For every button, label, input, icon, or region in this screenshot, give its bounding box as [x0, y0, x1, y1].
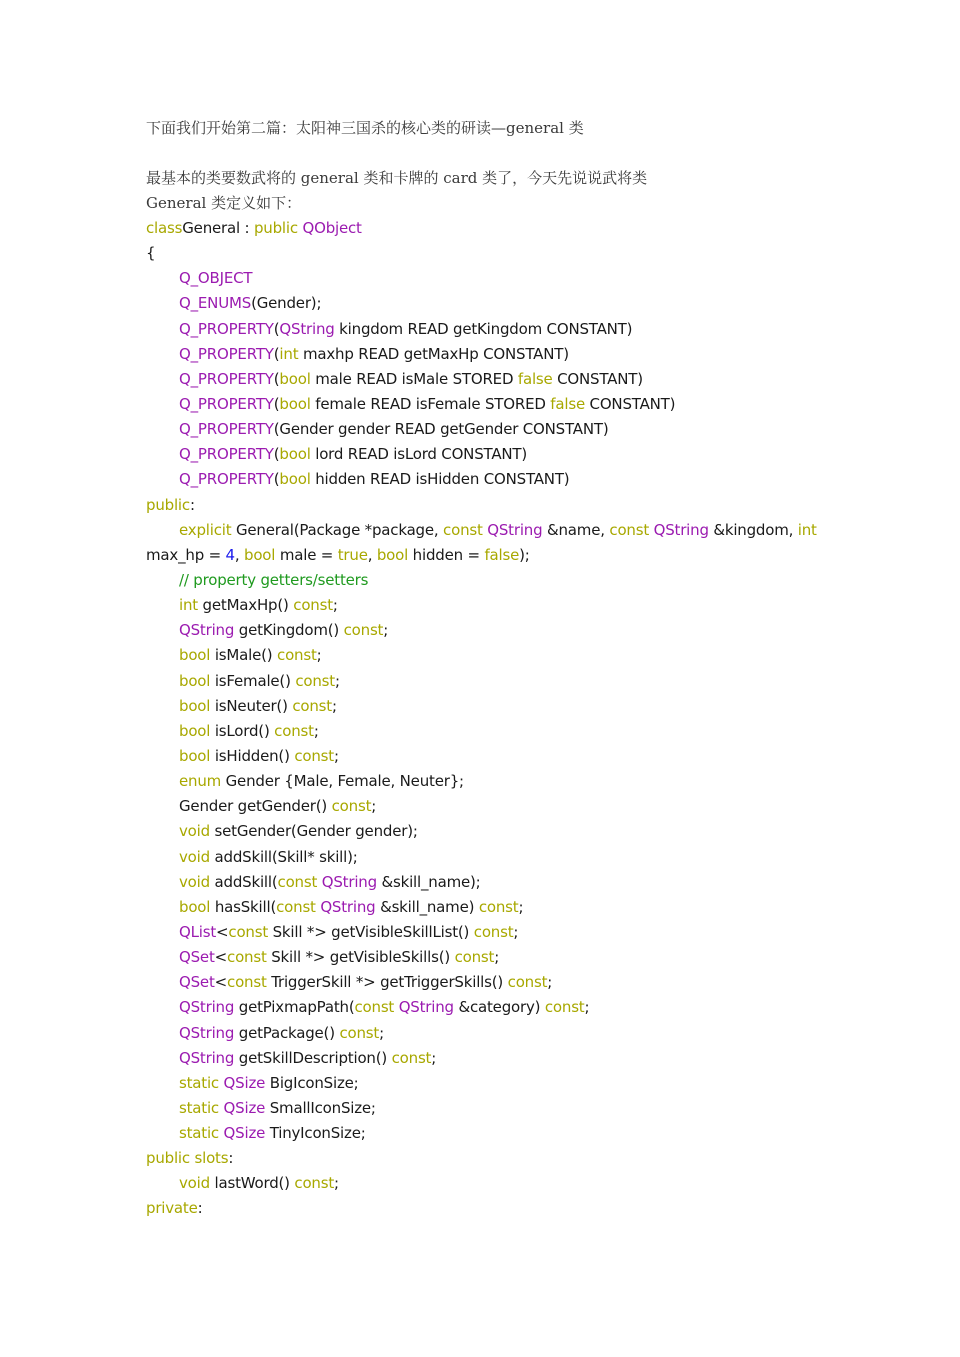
- code-token: SmallIconSize;: [265, 1098, 376, 1117]
- code-token: Q_ENUMS: [179, 294, 252, 313]
- code-line: [146, 895, 817, 920]
- code-token: ;: [334, 1174, 339, 1193]
- code-token: Q_PROPERTY: [179, 394, 274, 413]
- code-token: ;: [518, 897, 524, 916]
- code-token: bool: [179, 671, 211, 690]
- code-line: [146, 1071, 817, 1096]
- code-token: Q_OBJECT: [179, 269, 253, 288]
- code-token: hidden READ isHidden CONSTANT): [310, 470, 570, 489]
- code-token: Q_PROPERTY: [179, 319, 274, 338]
- code-token: const: [295, 671, 335, 690]
- code-token: const: [227, 973, 267, 992]
- code-line: [146, 945, 817, 970]
- code-token: const: [294, 1174, 335, 1193]
- code-line: [146, 367, 817, 392]
- code-token: );: [519, 545, 530, 564]
- code-token: const: [331, 797, 372, 816]
- code-line: [146, 970, 817, 995]
- code-token: const: [294, 746, 334, 765]
- code-line: [146, 568, 817, 593]
- code-token: false: [484, 545, 520, 564]
- code-token: QString: [315, 897, 376, 916]
- code-token: false: [550, 394, 585, 413]
- code-token: getPackage(): [234, 1023, 340, 1042]
- code-token: &category): [453, 998, 545, 1017]
- code-line: [146, 618, 817, 643]
- code-line: [146, 694, 817, 719]
- code-token: false: [517, 369, 553, 388]
- code-token: Q_PROPERTY: [179, 445, 274, 464]
- code-token: bool: [179, 897, 211, 916]
- code-line: [146, 543, 817, 568]
- code-line: [146, 241, 817, 266]
- code-token: CONSTANT): [552, 369, 643, 388]
- code-token: void: [179, 847, 210, 866]
- code-token: const: [276, 897, 316, 916]
- code-token: const: [507, 973, 548, 992]
- code-token: {: [146, 244, 156, 263]
- code-line: [146, 392, 817, 417]
- code-token: static: [179, 1098, 219, 1117]
- code-token: bool: [279, 369, 311, 388]
- code-token: :: [228, 1149, 234, 1168]
- article-heading: 下面我们开始第二篇：太阳神三国杀的核心类的研读—general 类: [146, 119, 584, 137]
- code-token: int: [279, 344, 299, 363]
- code-line: [146, 669, 817, 694]
- code-token: CONSTANT): [584, 394, 676, 413]
- code-token: Skill *> getVisibleSkills(): [266, 948, 455, 967]
- code-token: const: [478, 897, 519, 916]
- code-token: Skill *> getVisibleSkillList(): [268, 922, 474, 941]
- intro-paragraph-line-1: 最基本的类要数武将的 general 类和卡牌的 card 类了，今天先说说武将类: [146, 169, 648, 187]
- code-token: &skill_name): [375, 897, 479, 916]
- code-token: ;: [383, 621, 389, 640]
- code-token: QSet: [179, 973, 215, 992]
- code-token: getMaxHp(): [197, 596, 294, 615]
- code-line: [146, 593, 817, 618]
- code-token: ;: [371, 797, 377, 816]
- code-line: [146, 291, 817, 316]
- code-token: public slots: [146, 1149, 229, 1168]
- code-token: (: [273, 394, 280, 413]
- code-token: QSize: [218, 1124, 266, 1143]
- code-token: QSet: [179, 948, 215, 967]
- code-line: [146, 719, 817, 744]
- code-token: bool: [179, 721, 211, 740]
- code-token: bool: [279, 394, 311, 413]
- code-token: void: [179, 1174, 210, 1193]
- code-token: male =: [275, 545, 338, 564]
- code-line: [146, 1021, 817, 1046]
- code-line: [146, 845, 817, 870]
- code-line: [146, 1121, 817, 1146]
- code-token: ;: [316, 646, 322, 665]
- code-token: const: [454, 948, 495, 967]
- code-token: const: [343, 621, 384, 640]
- code-token: ;: [333, 746, 339, 765]
- code-token: isFemale(): [210, 671, 296, 690]
- code-token: QString: [279, 319, 335, 338]
- code-token: (: [273, 369, 280, 388]
- code-token: QString: [482, 520, 543, 539]
- code-token: public: [146, 495, 190, 514]
- code-token: isMale(): [210, 646, 278, 665]
- code-line: [146, 794, 817, 819]
- code-token: isNeuter(): [210, 696, 293, 715]
- code-token: const: [354, 998, 395, 1017]
- code-line: [146, 819, 817, 844]
- code-token: QString: [649, 520, 709, 539]
- code-token: static: [179, 1124, 219, 1143]
- code-line: [146, 417, 817, 442]
- code-token: static: [179, 1073, 219, 1092]
- code-token: (: [273, 470, 280, 489]
- code-line: [146, 1171, 817, 1196]
- code-token: ;: [494, 948, 500, 967]
- code-token: BigIconSize;: [265, 1073, 359, 1092]
- code-line: [146, 342, 817, 367]
- code-line: [146, 744, 817, 769]
- code-token: &kingdom,: [708, 520, 798, 539]
- code-token: const: [227, 948, 267, 967]
- code-token: Q_PROPERTY: [179, 344, 274, 363]
- code-token: int: [179, 596, 198, 615]
- code-token: ;: [334, 671, 340, 690]
- code-line: [146, 870, 817, 895]
- code-line: [146, 266, 817, 291]
- code-token: QObject: [297, 219, 362, 237]
- code-token: (: [273, 445, 280, 464]
- code-token: isLord(): [210, 721, 275, 740]
- code-token: private: [146, 1199, 198, 1218]
- code-token: hasSkill(: [210, 897, 277, 916]
- code-token: QSize: [218, 1073, 266, 1092]
- code-token: <: [216, 922, 229, 941]
- code-token: maxhp READ getMaxHp CONSTANT): [298, 344, 569, 363]
- code-token: const: [609, 520, 650, 539]
- code-line: [146, 920, 817, 945]
- code-token: (Gender);: [251, 294, 322, 313]
- code-token: QString: [179, 1048, 235, 1067]
- code-token: &skill_name);: [376, 872, 481, 891]
- code-token: bool: [279, 470, 311, 489]
- code-token: 4: [225, 545, 235, 564]
- code-token: void: [179, 822, 210, 841]
- code-token: enum: [179, 772, 222, 791]
- code-line: [146, 995, 817, 1020]
- code-token: QString: [179, 998, 235, 1017]
- code-token: ;: [431, 1048, 437, 1067]
- code-line: [146, 467, 817, 492]
- code-token: Q_PROPERTY: [179, 470, 274, 489]
- code-token: const: [228, 922, 269, 941]
- code-token: max_hp =: [146, 545, 226, 564]
- code-token: bool: [376, 545, 409, 564]
- code-token: Q_PROPERTY: [179, 420, 274, 439]
- code-token: const: [277, 872, 318, 891]
- code-line: [146, 493, 817, 518]
- code-token: addSkill(Skill* skill);: [209, 847, 358, 866]
- code-token: Gender {Male, Female, Neuter};: [221, 772, 464, 791]
- code-token: bool: [244, 545, 276, 564]
- code-token: setGender(Gender gender);: [209, 822, 418, 841]
- code-token: ;: [584, 998, 590, 1017]
- code-token: getSkillDescription(): [234, 1048, 392, 1067]
- code-token: QString: [394, 998, 454, 1017]
- code-token: <: [214, 948, 228, 967]
- code-block: [146, 216, 817, 1222]
- code-token: (: [273, 344, 280, 363]
- code-token: ;: [313, 721, 319, 740]
- code-token: ;: [379, 1023, 384, 1042]
- code-token: const: [277, 646, 317, 665]
- code-line: [146, 442, 817, 467]
- code-token: ;: [513, 922, 519, 941]
- code-token: const: [473, 922, 514, 941]
- code-token: hidden =: [408, 545, 485, 564]
- code-line: [146, 216, 817, 241]
- code-token: ,: [234, 545, 244, 564]
- code-token: const: [274, 721, 314, 740]
- code-line: [146, 643, 817, 668]
- code-token: const: [292, 696, 332, 715]
- code-token: QString: [179, 1023, 235, 1042]
- code-token: QList: [179, 922, 217, 941]
- code-token: :: [189, 495, 195, 514]
- code-token: int: [797, 520, 817, 539]
- code-line: [146, 1096, 817, 1121]
- code-token: getPixmapPath(: [234, 998, 355, 1017]
- code-token: addSkill(: [209, 872, 278, 891]
- code-token: class: [146, 219, 183, 237]
- code-token: Q_PROPERTY: [179, 369, 274, 388]
- code-token: const: [391, 1048, 432, 1067]
- code-token: const: [293, 596, 333, 615]
- code-token: ;: [332, 596, 338, 615]
- code-token: (Gender gender READ getGender CONSTANT): [273, 420, 609, 439]
- code-token: lastWord(): [209, 1174, 295, 1193]
- code-token: <: [214, 973, 228, 992]
- code-token: kingdom READ getKingdom CONSTANT): [334, 319, 633, 338]
- code-token: TriggerSkill *> getTriggerSkills(): [266, 973, 508, 992]
- code-token: bool: [279, 445, 311, 464]
- code-line: [146, 1196, 817, 1221]
- code-token: ,: [367, 545, 377, 564]
- code-token: const: [544, 998, 585, 1017]
- code-token: male READ isMale STORED: [310, 369, 518, 388]
- code-token: TinyIconSize;: [265, 1124, 366, 1143]
- code-token: Gender getGender(): [179, 797, 332, 816]
- code-line: [146, 769, 817, 794]
- code-token: &name,: [542, 520, 610, 539]
- code-token: isHidden(): [210, 746, 295, 765]
- code-token: bool: [179, 646, 211, 665]
- code-line: [146, 1046, 817, 1071]
- code-token: QString: [317, 872, 377, 891]
- code-token: void: [179, 872, 210, 891]
- code-token: // property getters/setters: [179, 570, 369, 589]
- code-token: bool: [179, 696, 211, 715]
- code-token: QString: [179, 621, 235, 640]
- code-token: const: [443, 520, 483, 539]
- code-token: bool: [179, 746, 211, 765]
- code-token: public: [253, 219, 298, 237]
- code-token: :: [197, 1199, 203, 1218]
- code-line: [146, 518, 817, 543]
- code-line: [146, 1146, 817, 1171]
- code-line: [146, 317, 817, 342]
- code-token: true: [337, 545, 368, 564]
- code-token: explicit: [179, 520, 232, 539]
- intro-paragraph-line-2: General 类定义如下：: [146, 194, 302, 212]
- code-token: General(Package *package,: [231, 520, 444, 539]
- code-token: (: [273, 319, 280, 338]
- code-token: ;: [547, 973, 553, 992]
- code-token: General :: [182, 219, 254, 237]
- code-token: getKingdom(): [234, 621, 344, 640]
- code-token: lord READ isLord CONSTANT): [310, 445, 528, 464]
- code-token: QSize: [218, 1098, 266, 1117]
- code-token: const: [339, 1023, 380, 1042]
- code-token: ;: [331, 696, 337, 715]
- code-token: female READ isFemale STORED: [310, 394, 551, 413]
